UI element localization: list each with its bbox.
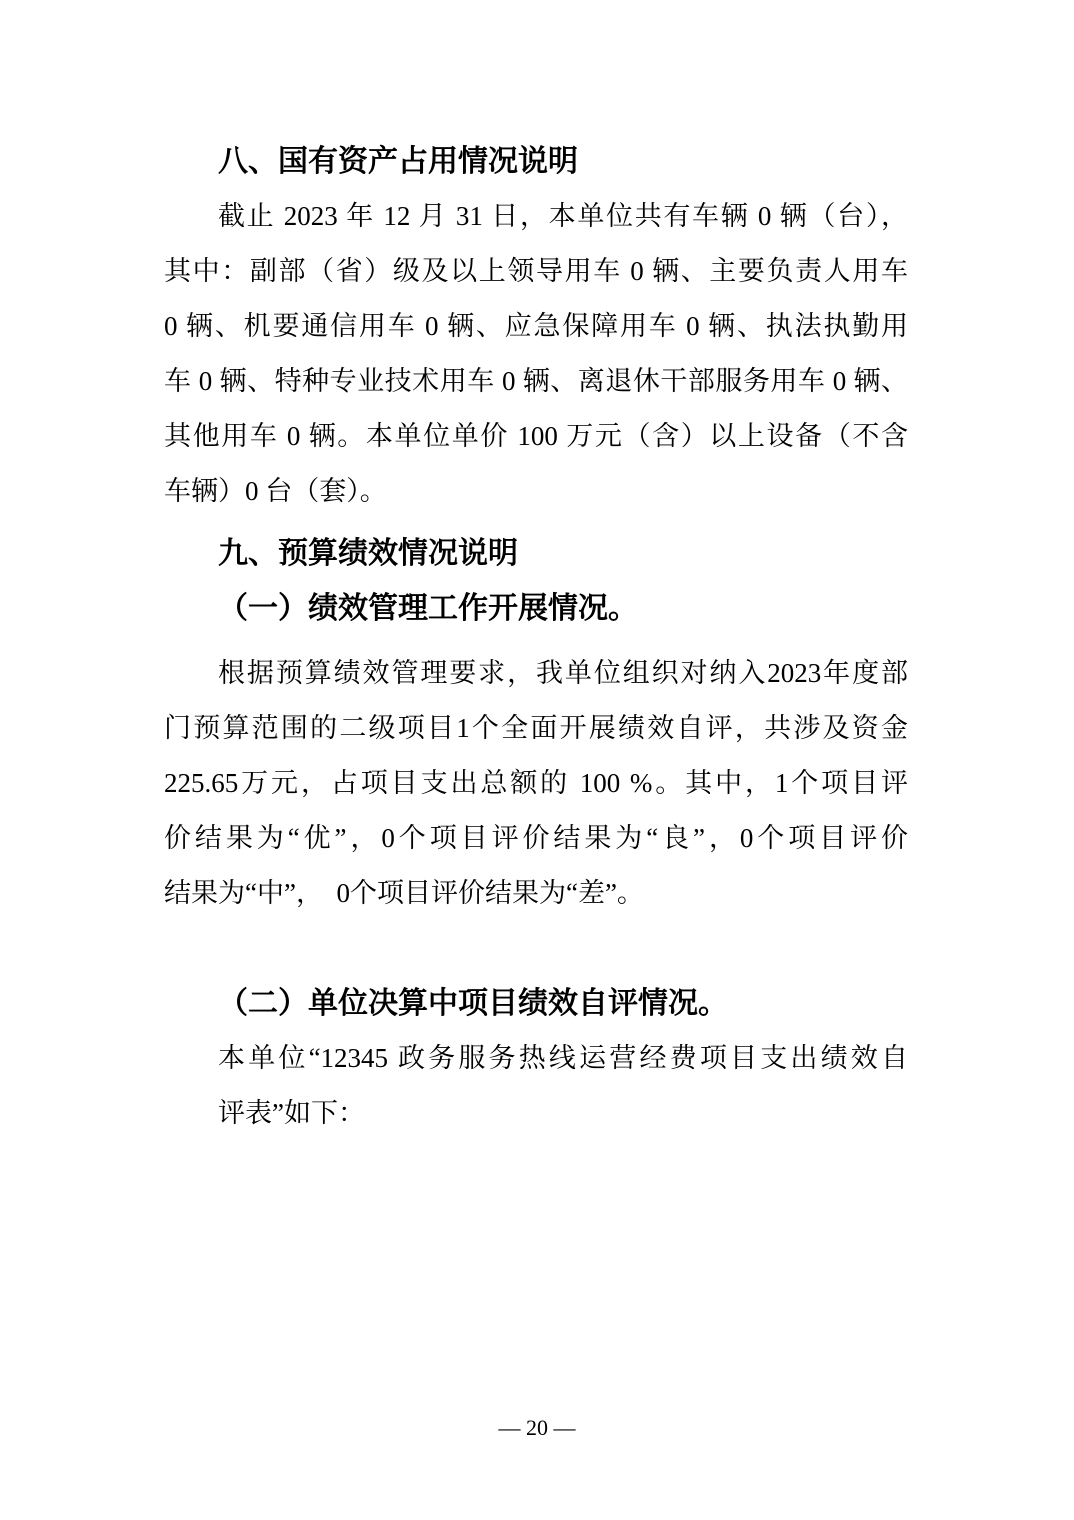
sub-heading: （一）绩效管理工作开展情况。 bbox=[218, 592, 638, 625]
text-line: 其中：副部（省）级及以上领导用车 0 辆、主要负责人用车 bbox=[164, 256, 908, 286]
text-line: 车辆）0 台（套）。 bbox=[164, 476, 387, 506]
text-line: 门预算范围的二级项目1个全面开展绩效自评，共涉及资金 bbox=[164, 713, 908, 743]
text-line: 本单位“12345 政务服务热线运营经费项目支出绩效自 bbox=[218, 1043, 908, 1073]
text-line: 225.65万元，占项目支出总额的 100 %。其中，1个项目评 bbox=[164, 768, 908, 798]
text-line: 结果为“中”， 0个项目评价结果为“差”。 bbox=[164, 878, 644, 908]
text-line: 价结果为“优”，0个项目评价结果为“良”，0个项目评价 bbox=[164, 823, 908, 853]
section-heading: 九、预算绩效情况说明 bbox=[218, 537, 518, 570]
text-line: 车 0 辆、特种专业技术用车 0 辆、离退休干部服务用车 0 辆、 bbox=[164, 366, 908, 396]
document-body bbox=[164, 145, 908, 1152]
text-line: 截止 2023 年 12 月 31 日，本单位共有车辆 0 辆（台）， bbox=[218, 201, 908, 231]
sub-heading: （二）单位决算中项目绩效自评情况。 bbox=[218, 987, 728, 1020]
section-heading: 八、国有资产占用情况说明 bbox=[218, 145, 578, 178]
page-number: — 20 — bbox=[498, 1415, 576, 1440]
text-line: 0 辆、机要通信用车 0 辆、应急保障用车 0 辆、执法执勤用 bbox=[164, 311, 908, 341]
text-line: 根据预算绩效管理要求，我单位组织对纳入2023年度部 bbox=[218, 658, 908, 688]
blank-line bbox=[164, 932, 908, 987]
text-line: 其他用车 0 辆。本单位单价 100 万元（含）以上设备（不含 bbox=[164, 421, 908, 451]
text-line: 评表”如下： bbox=[218, 1098, 365, 1128]
